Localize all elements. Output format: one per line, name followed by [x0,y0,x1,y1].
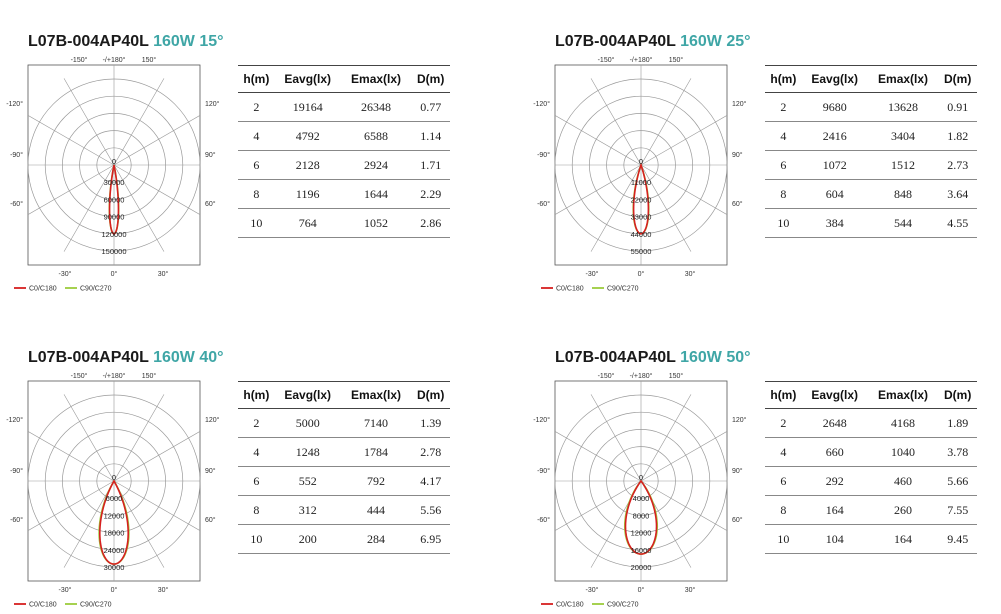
table-cell: 792 [341,467,412,496]
table-row [765,122,977,151]
angle-label: 90° [205,152,216,159]
legend-label: C0/C180 [29,601,57,609]
table-row [238,151,450,180]
angle-label: 90° [732,152,743,159]
radial-tick-label: 22000 [630,195,652,205]
panel-title [28,349,224,367]
table-cell: 2.78 [411,438,450,467]
table-cell: 7.55 [938,496,977,525]
angle-label: 0° [637,271,645,278]
table-cell: 1784 [341,438,412,467]
angle-label: 60° [205,517,216,524]
angle-label: 120° [732,101,747,108]
angle-label: -60° [10,517,23,524]
angle-label: 0° [637,587,645,594]
table-cell: 1644 [341,180,412,209]
radial-tick-label: 6000 [105,494,123,504]
table-cell: 6 [765,467,802,496]
angle-label: 120° [205,417,220,424]
angle-label: -90° [10,152,23,159]
panel-title [28,33,224,51]
table-cell: 260 [868,496,939,525]
table-row [765,525,977,554]
table-cell: 13628 [868,93,939,122]
table-cell: 26348 [341,93,412,122]
legend [541,286,639,293]
table-cell: 4 [238,438,275,467]
photometric-table [238,381,450,554]
radial-tick-label: 8000 [632,511,650,521]
angle-label: 90° [732,468,743,475]
angle-label: -90° [537,152,550,159]
model-spec: 160W 50° [680,349,751,366]
angle-label: -/+180° [102,373,126,380]
table-cell: 1196 [275,180,341,209]
radial-tick-label: 55000 [630,247,652,256]
table-row [238,180,450,209]
table-cell: 1.89 [938,409,977,438]
legend-label: C0/C180 [29,285,57,293]
table-cell: 1040 [868,438,939,467]
table-cell: 0.91 [938,93,977,122]
angle-label: 60° [732,517,743,524]
table-cell: 9.45 [938,525,977,554]
polar-chart [6,51,250,293]
table-cell: 2.86 [411,209,450,238]
angle-label: 60° [732,201,743,208]
angle-label: 0° [110,587,118,594]
angle-label: -60° [537,517,550,524]
column-header: Eavg(lx) [275,66,341,93]
table-row [765,209,977,238]
radial-tick-label: 0 [638,473,644,482]
polar-chart [533,367,777,609]
radial-tick-label: 16000 [630,545,652,555]
radial-tick-label: 90000 [103,212,125,222]
angle-label: 30° [684,271,696,278]
table-cell: 4168 [868,409,939,438]
table-cell: 2 [238,93,275,122]
angle-label: -30° [58,587,72,594]
column-header: D(m) [411,382,450,409]
column-header: D(m) [411,66,450,93]
angle-label: 120° [205,101,220,108]
radial-tick-label: 0 [111,473,117,482]
table-row [238,409,450,438]
angle-label: -150° [70,57,88,64]
legend [541,602,639,609]
table-cell: 164 [802,496,868,525]
radial-tick-label: 24000 [103,545,125,555]
table-cell: 10 [765,525,802,554]
angle-label: -120° [6,101,23,108]
angle-label: 90° [205,468,216,475]
table-cell: 7140 [341,409,412,438]
photometric-table [765,381,977,554]
legend-label: C90/C270 [607,285,639,293]
table-cell: 8 [238,496,275,525]
angle-label: -/+180° [629,373,653,380]
angle-label: -120° [533,101,550,108]
table-cell: 2128 [275,151,341,180]
photometric-table [765,65,977,238]
polar-chart [533,51,777,293]
angle-label: 30° [157,271,169,278]
radial-tick-label: 60000 [103,195,125,205]
table-cell: 1.82 [938,122,977,151]
table-cell: 2416 [802,122,868,151]
table-row [238,525,450,554]
radial-tick-label: 44000 [630,229,652,239]
angle-label: -150° [597,373,615,380]
panel-3 [6,349,508,614]
table-cell: 6 [765,151,802,180]
table-cell: 5000 [275,409,341,438]
table-cell: 3404 [868,122,939,151]
angle-label: 0° [110,271,118,278]
radial-tick-label: 12000 [103,511,125,521]
angle-label: -150° [597,57,615,64]
table-cell: 2924 [341,151,412,180]
table-cell: 544 [868,209,939,238]
model-name: L07B-004AP40L [28,349,149,366]
table-row [238,496,450,525]
model-spec: 160W 15° [153,33,224,50]
table-cell: 4792 [275,122,341,151]
radial-tick-label: 0 [638,157,644,166]
model-name: L07B-004AP40L [555,349,676,366]
angle-label: 150° [141,373,157,380]
model-name: L07B-004AP40L [555,33,676,50]
table-row [765,438,977,467]
table-cell: 4 [765,438,802,467]
table-cell: 8 [765,496,802,525]
table-cell: 764 [275,209,341,238]
table-cell: 200 [275,525,341,554]
radial-tick-label: 30000 [103,178,125,188]
table-cell: 552 [275,467,341,496]
angle-label: -/+180° [629,57,653,64]
angle-label: -90° [537,468,550,475]
angle-label: 30° [684,587,696,594]
table-cell: 8 [765,180,802,209]
table-row [765,180,977,209]
radial-tick-label: 20000 [630,563,652,572]
table-row [765,467,977,496]
model-spec: 160W 40° [153,349,224,366]
panel-1 [6,33,508,298]
table-row [238,438,450,467]
angle-label: -120° [6,417,23,424]
table-cell: 312 [275,496,341,525]
table-cell: 0.77 [411,93,450,122]
radial-tick-label: 33000 [630,212,652,222]
column-header: Emax(lx) [341,66,412,93]
table-cell: 164 [868,525,939,554]
radial-tick-label: 120000 [101,229,127,239]
table-cell: 4.55 [938,209,977,238]
table-cell: 9680 [802,93,868,122]
angle-label: 120° [732,417,747,424]
table-cell: 660 [802,438,868,467]
table-cell: 2.29 [411,180,450,209]
table-cell: 384 [802,209,868,238]
radial-tick-label: 4000 [632,494,650,504]
table-cell: 2 [238,409,275,438]
table-cell: 604 [802,180,868,209]
angle-label: -/+180° [102,57,126,64]
panel-2 [533,33,1001,298]
table-cell: 1248 [275,438,341,467]
column-header: Eavg(lx) [275,382,341,409]
angle-label: 60° [205,201,216,208]
table-cell: 1052 [341,209,412,238]
table-cell: 19164 [275,93,341,122]
table-cell: 2 [765,93,802,122]
table-cell: 2.73 [938,151,977,180]
angle-label: -30° [585,587,599,594]
panel-title [555,33,751,51]
angle-label: -30° [585,271,599,278]
radial-tick-label: 18000 [103,528,125,538]
column-header: Emax(lx) [868,382,939,409]
table-cell: 5.66 [938,467,977,496]
table-row [765,496,977,525]
table-cell: 2648 [802,409,868,438]
angle-label: 150° [141,57,157,64]
legend-label: C0/C180 [556,285,584,293]
radial-tick-label: 150000 [101,247,127,256]
angle-label: -90° [10,468,23,475]
table-cell: 2 [765,409,802,438]
angle-label: -120° [533,417,550,424]
table-cell: 10 [238,209,275,238]
angle-label: -60° [537,201,550,208]
table-cell: 4.17 [411,467,450,496]
table-cell: 1512 [868,151,939,180]
legend-label: C90/C270 [80,285,112,293]
table-cell: 1072 [802,151,868,180]
table-cell: 5.56 [411,496,450,525]
column-header: h(m) [238,382,275,409]
table-row [765,409,977,438]
panel-title [555,349,751,367]
angle-label: -30° [58,271,72,278]
legend-label: C90/C270 [607,601,639,609]
table-cell: 4 [238,122,275,151]
legend-label: C90/C270 [80,601,112,609]
table-cell: 460 [868,467,939,496]
table-cell: 3.78 [938,438,977,467]
table-cell: 8 [238,180,275,209]
polar-chart [6,367,250,609]
column-header: Eavg(lx) [802,382,868,409]
table-cell: 104 [802,525,868,554]
table-cell: 1.71 [411,151,450,180]
column-header: D(m) [938,66,977,93]
model-spec: 160W 25° [680,33,751,50]
table-cell: 10 [765,209,802,238]
table-row [238,209,450,238]
column-header: Emax(lx) [341,382,412,409]
radial-tick-label: 11000 [630,178,652,188]
table-cell: 10 [238,525,275,554]
column-header: Emax(lx) [868,66,939,93]
legend-label: C0/C180 [556,601,584,609]
table-cell: 1.14 [411,122,450,151]
table-cell: 1.39 [411,409,450,438]
column-header: h(m) [765,382,802,409]
radial-tick-label: 12000 [630,528,652,538]
table-cell: 6588 [341,122,412,151]
table-cell: 284 [341,525,412,554]
table-cell: 6 [238,467,275,496]
radial-tick-label: 0 [111,157,117,166]
table-cell: 4 [765,122,802,151]
angle-label: 150° [668,373,684,380]
angle-label: 30° [157,587,169,594]
table-cell: 444 [341,496,412,525]
angle-label: -60° [10,201,23,208]
radial-tick-label: 30000 [103,563,125,572]
angle-label: -150° [70,373,88,380]
model-name: L07B-004AP40L [28,33,149,50]
table-row [765,93,977,122]
table-cell: 292 [802,467,868,496]
table-cell: 848 [868,180,939,209]
table-row [238,93,450,122]
column-header: Eavg(lx) [802,66,868,93]
table-row [238,122,450,151]
column-header: D(m) [938,382,977,409]
angle-label: 150° [668,57,684,64]
photometric-table [238,65,450,238]
legend [14,286,112,293]
panel-4 [533,349,1001,614]
table-row [238,467,450,496]
table-cell: 3.64 [938,180,977,209]
table-row [765,151,977,180]
table-cell: 6 [238,151,275,180]
table-cell: 6.95 [411,525,450,554]
column-header: h(m) [765,66,802,93]
legend [14,602,112,609]
column-header: h(m) [238,66,275,93]
